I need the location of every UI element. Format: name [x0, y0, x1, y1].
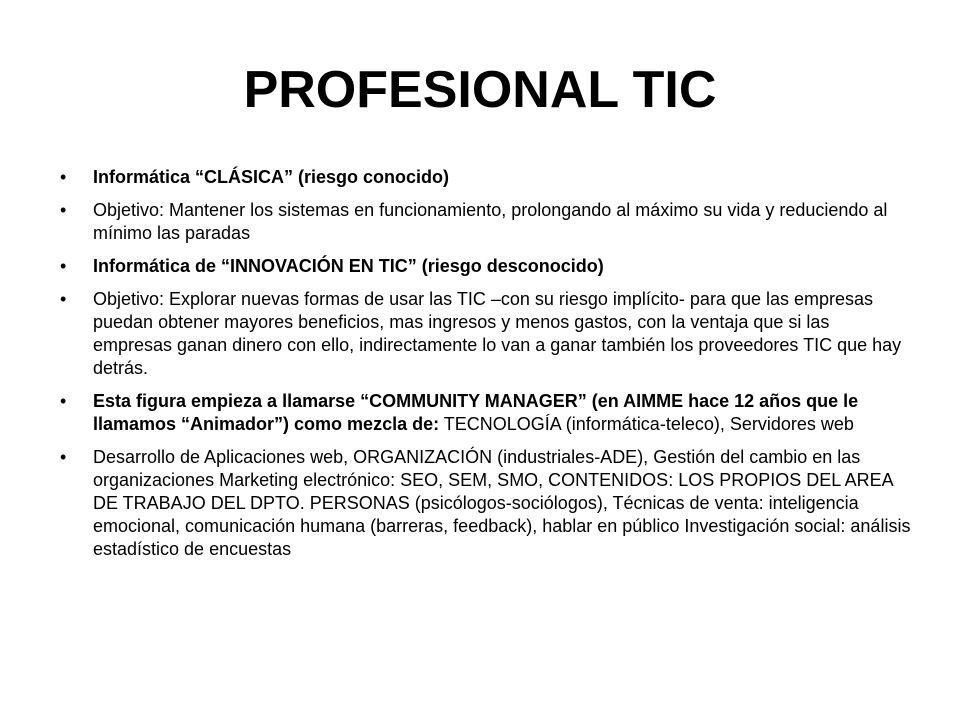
- bullet-item: [60, 288, 912, 380]
- bullet-dot: •: [60, 200, 67, 220]
- bullet-item: [60, 255, 912, 278]
- bullet-dot: •: [60, 447, 67, 467]
- slide-title: PROFESIONAL TIC: [243, 61, 717, 119]
- bullet-dot: •: [60, 289, 67, 309]
- bullet-item: [60, 199, 912, 245]
- bullet-dot: •: [60, 391, 67, 411]
- bullet-bold-text: Informática de “INNOVACIÓN EN TIC” (riesgo desconocido): [93, 256, 604, 276]
- bullet-item: [60, 166, 912, 189]
- bullet-text: Objetivo: Mantener los sistemas en funcionamiento, prolongando al máximo su vida y reduciendo al mínimo las paradas: [93, 200, 888, 243]
- bullet-text: Objetivo: Explorar nuevas formas de usar las TIC –con su riesgo implícito- para que las empresas puedan obtener mayores beneficios, mas ingresos y menos gastos, con la ventaja que si las empresas ganan dinero con ello, indirectamente lo van a ganar también los proveedores TIC que hay detrás.: [93, 289, 902, 378]
- bullet-list: [60, 166, 912, 571]
- bullet-text: TECNOLOGÍA (informática-teleco), Servidores web: [439, 414, 854, 434]
- bullet-dot: •: [60, 167, 67, 187]
- bullet-dot: •: [60, 256, 67, 276]
- bullet-text: Desarrollo de Aplicaciones web, ORGANIZACIÓN (industriales-ADE), Gestión del cambio en las organizaciones Marketing electrónico: SEO, SEM, SMO, CONTENIDOS: LOS PROPIOS DEL AREA DE TRABAJO DEL DPTO. PERSONAS (psicólogos-sociólogos), Técnicas de venta: inteligencia emocional, comunicación humana (barreras, feedback), hablar en público Investigación social: análisis estadístico de encuestas: [93, 447, 911, 559]
- bullet-item: [60, 390, 912, 436]
- bullet-item: [60, 446, 912, 561]
- bullet-bold-text: Esta figura empieza a llamarse “COMMUNITY MANAGER” (en AIMME hace 12 años que le llamamos “Animador”) como mezcla de:: [93, 391, 859, 434]
- bullet-bold-text: Informática “CLÁSICA” (riesgo conocido): [93, 167, 450, 187]
